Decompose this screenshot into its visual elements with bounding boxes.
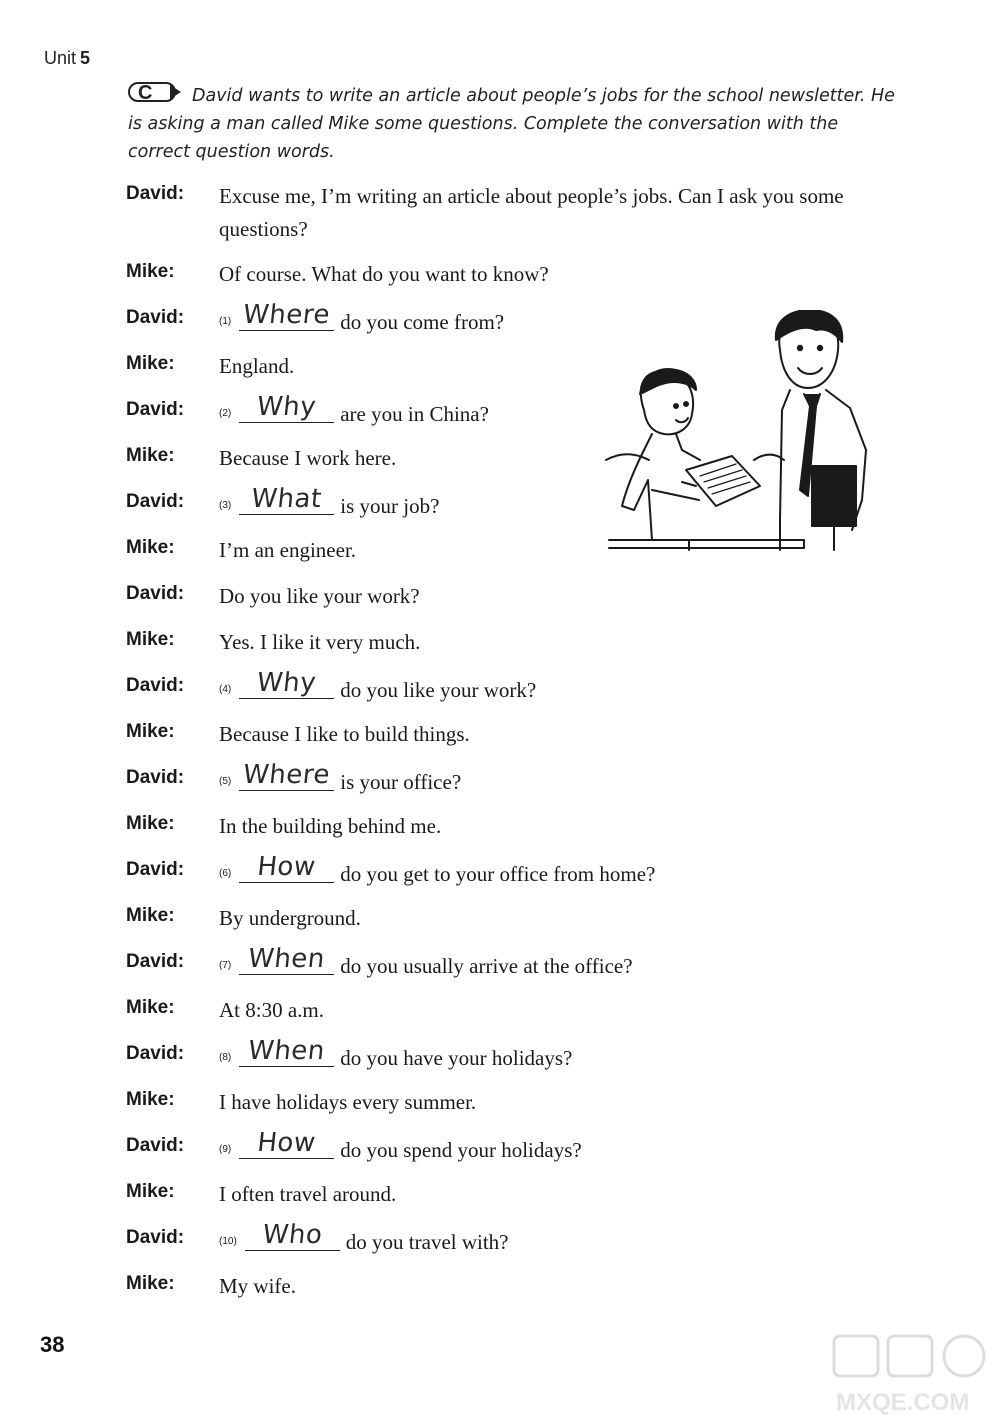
speaker-label: Mike:	[126, 353, 175, 374]
question-rest: is your job?	[340, 494, 440, 518]
speaker-label: Mike:	[126, 721, 175, 742]
page-number: 38	[40, 1332, 65, 1357]
handwritten-answer: Who	[260, 1220, 324, 1250]
speaker-label: Mike:	[126, 997, 175, 1018]
line-text: I have holidays every summer.	[219, 1090, 477, 1114]
answer-blank[interactable]	[239, 1128, 334, 1159]
answer-blank[interactable]	[239, 1036, 334, 1067]
dialogue-text	[219, 668, 899, 707]
question-number: (10)	[219, 1236, 237, 1247]
answer-blank[interactable]	[239, 392, 334, 423]
handwritten-answer: When	[246, 1036, 327, 1066]
dialogue-text	[219, 944, 899, 983]
site-watermark-logo	[828, 1330, 996, 1420]
exercise-badge-icon	[128, 82, 184, 104]
speaker-label: David:	[126, 951, 185, 972]
question-number: (4)	[219, 684, 232, 695]
dialogue-text	[219, 180, 899, 246]
line-text: Excuse me, I’m writing an article about people’s jobs. Can I ask you some questions?	[219, 184, 844, 241]
dialogue-text	[219, 1036, 899, 1075]
handwritten-answer: Where	[241, 760, 332, 790]
dialogue-text	[219, 1220, 899, 1259]
question-number: (3)	[219, 500, 232, 511]
answer-blank[interactable]	[239, 300, 334, 331]
svg-text:MXQE.COM: MXQE.COM	[836, 1389, 970, 1416]
answer-blank[interactable]	[239, 760, 334, 791]
question-rest: do you get to your office from home?	[340, 862, 656, 886]
line-text: In the building behind me.	[219, 814, 442, 838]
line-text: My wife.	[219, 1274, 296, 1298]
dialogue-text	[219, 760, 899, 799]
badge-letter: C	[138, 82, 153, 104]
dialogue-text	[219, 852, 899, 891]
handwritten-answer: How	[256, 1128, 318, 1158]
exercise-instruction	[128, 82, 898, 166]
handwritten-answer: Where	[241, 300, 332, 330]
question-rest: are you in China?	[340, 402, 489, 426]
answer-blank[interactable]	[239, 944, 334, 975]
question-rest: do you like your work?	[340, 678, 537, 702]
speaker-label: David:	[126, 1227, 185, 1248]
handwritten-answer: Why	[255, 392, 318, 422]
dialogue-text	[219, 902, 899, 935]
question-rest: do you travel with?	[345, 1230, 509, 1254]
speaker-label: Mike:	[126, 1273, 175, 1294]
line-text: Of course. What do you want to know?	[219, 262, 549, 286]
dialogue-text	[219, 1086, 899, 1119]
question-rest: do you spend your holidays?	[340, 1138, 582, 1162]
instruction-text: David wants to write an article about people’s jobs for the school newsletter. He is asking a man called Mike some questions. Complete the conversation with the correct question words.	[128, 86, 895, 162]
answer-blank[interactable]	[245, 1220, 340, 1251]
speaker-label: Mike:	[126, 905, 175, 926]
question-rest: do you usually arrive at the office?	[340, 954, 633, 978]
answer-blank[interactable]	[239, 484, 334, 515]
dialogue-text	[219, 580, 899, 613]
dialogue-text	[219, 718, 899, 751]
line-text: Because I work here.	[219, 446, 397, 470]
handwritten-answer: When	[246, 944, 327, 974]
question-number: (8)	[219, 1052, 232, 1063]
question-number: (7)	[219, 960, 232, 971]
speaker-label: Mike:	[126, 629, 175, 650]
speaker-label: David:	[126, 767, 185, 788]
speaker-label: Mike:	[126, 537, 175, 558]
speaker-label: David:	[126, 583, 185, 604]
speaker-label: Mike:	[126, 261, 175, 282]
answer-blank[interactable]	[239, 668, 334, 699]
question-rest: is your office?	[340, 770, 462, 794]
unit-label: Unit	[44, 48, 77, 68]
line-text: Because I like to build things.	[219, 722, 470, 746]
question-number: (9)	[219, 1144, 232, 1155]
speaker-label: Mike:	[126, 813, 175, 834]
handwritten-answer: What	[250, 484, 324, 514]
illustration-boy-and-man	[604, 310, 888, 560]
dialogue-text	[219, 810, 899, 843]
line-text: Do you like your work?	[219, 584, 420, 608]
dialogue-text	[219, 1128, 899, 1167]
dialogue-text	[219, 1270, 899, 1303]
speaker-label: David:	[126, 1043, 185, 1064]
dialogue-text	[219, 994, 899, 1027]
speaker-label: Mike:	[126, 1181, 175, 1202]
speaker-label: David:	[126, 859, 185, 880]
line-text: At 8:30 a.m.	[219, 998, 324, 1022]
question-number: (1)	[219, 316, 232, 327]
unit-number: 5	[80, 48, 91, 68]
line-text: I often travel around.	[219, 1182, 397, 1206]
line-text: By underground.	[219, 906, 361, 930]
dialogue-text	[219, 1178, 899, 1211]
dialogue-text	[219, 626, 899, 659]
speaker-label: David:	[126, 1135, 185, 1156]
line-text: England.	[219, 354, 295, 378]
speaker-label: David:	[126, 399, 185, 420]
question-rest: do you have your holidays?	[340, 1046, 573, 1070]
answer-blank[interactable]	[239, 852, 334, 883]
handwritten-answer: How	[256, 852, 318, 882]
speaker-label: David:	[126, 491, 185, 512]
badge-arrow-icon	[170, 85, 181, 99]
line-text: I’m an engineer.	[219, 538, 357, 562]
question-number: (5)	[219, 776, 232, 787]
speaker-label: Mike:	[126, 445, 175, 466]
question-rest: do you come from?	[340, 310, 505, 334]
speaker-label: David:	[126, 307, 185, 328]
handwritten-answer: Why	[255, 668, 318, 698]
speaker-label: David:	[126, 675, 185, 696]
question-number: (2)	[219, 408, 232, 419]
speaker-label: David:	[126, 183, 185, 204]
unit-heading	[44, 48, 90, 69]
question-number: (6)	[219, 868, 232, 879]
line-text: Yes. I like it very much.	[219, 630, 421, 654]
dialogue-text	[219, 258, 899, 291]
speaker-label: Mike:	[126, 1089, 175, 1110]
